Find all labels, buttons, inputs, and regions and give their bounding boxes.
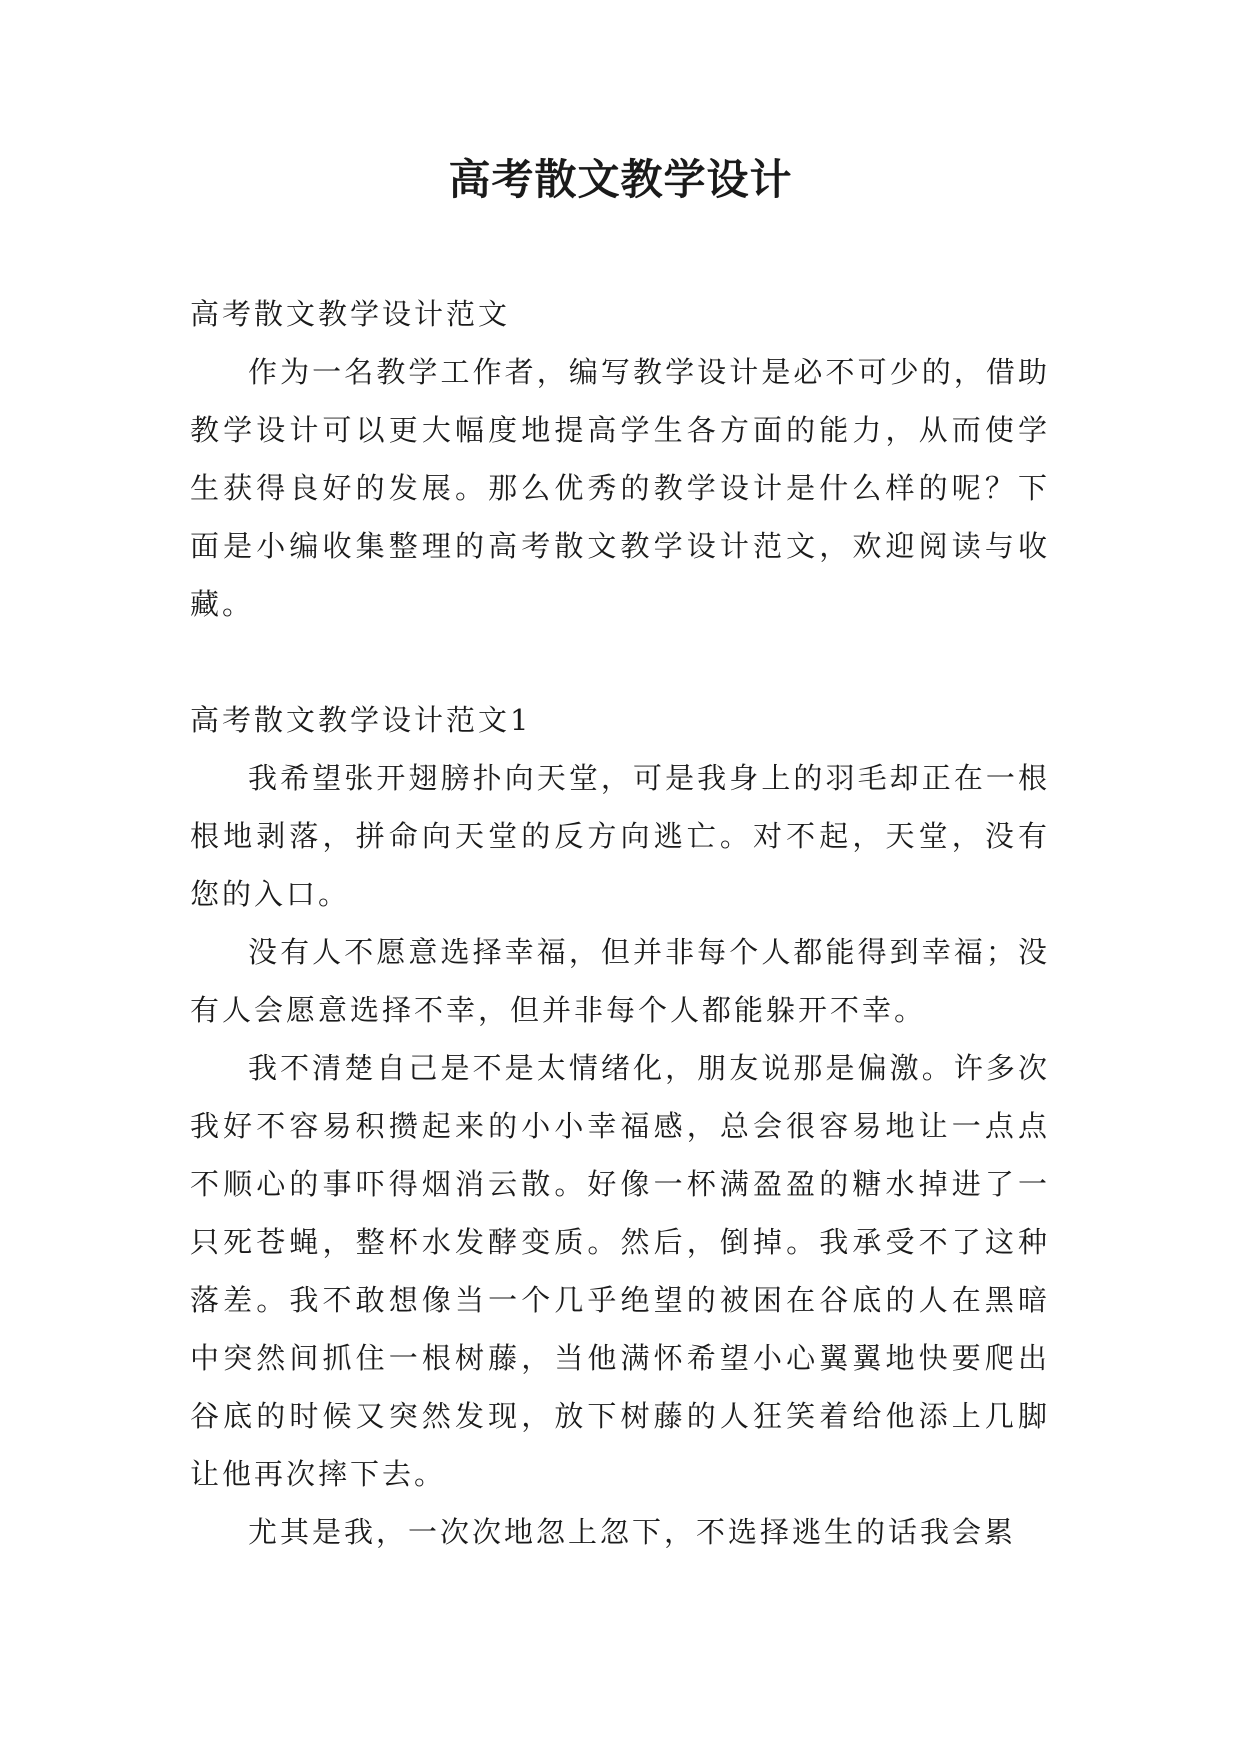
section1-paragraph-4: 尤其是我，一次次地忽上忽下，不选择逃生的话我会累 (248, 1515, 1017, 1549)
section1-heading: 高考散文教学设计范文1 (190, 703, 532, 737)
section1-paragraph-2: 没有人不愿意选择幸福，但并非每个人都能得到幸福；没有人会愿意选择不幸，但并非每个人都能躲开不幸。 (190, 935, 1050, 1027)
document-body (190, 285, 1050, 1561)
section-spacer (190, 633, 1050, 691)
section1-paragraph-3: 我不清楚自己是不是太情绪化，朋友说那是偏激。许多次我好不容易积攒起来的小小幸福感，总会很容易地让一点点不顺心的事吓得烟消云散。好像一杯满盈盈的糖水掉进了一只死苍蝇，整杯水发酵变质。然后，倒掉。我承受不了这种落差。我不敢想像当一个几乎绝望的被困在谷底的人在黑暗中突然间抓住一根树藤，当他满怀希望小心翼翼地快要爬出谷底的时候又突然发现，放下树藤的人狂笑着给他添上几脚让他再次摔下去。 (190, 1051, 1050, 1491)
intro-paragraph: 作为一名教学工作者，编写教学设计是必不可少的，借助教学设计可以更大幅度地提高学生各方面的能力，从而使学生获得良好的发展。那么优秀的教学设计是什么样的呢？下面是小编收集整理的高考散文教学设计范文，欢迎阅读与收藏。 (190, 355, 1050, 621)
section1-paragraph-1: 我希望张开翅膀扑向天堂，可是我身上的羽毛却正在一根根地剥落，拼命向天堂的反方向逃亡。对不起，天堂，没有您的入口。 (190, 761, 1050, 911)
document-title: 高考散文教学设计 (448, 155, 793, 204)
intro-heading: 高考散文教学设计范文 (190, 297, 511, 331)
